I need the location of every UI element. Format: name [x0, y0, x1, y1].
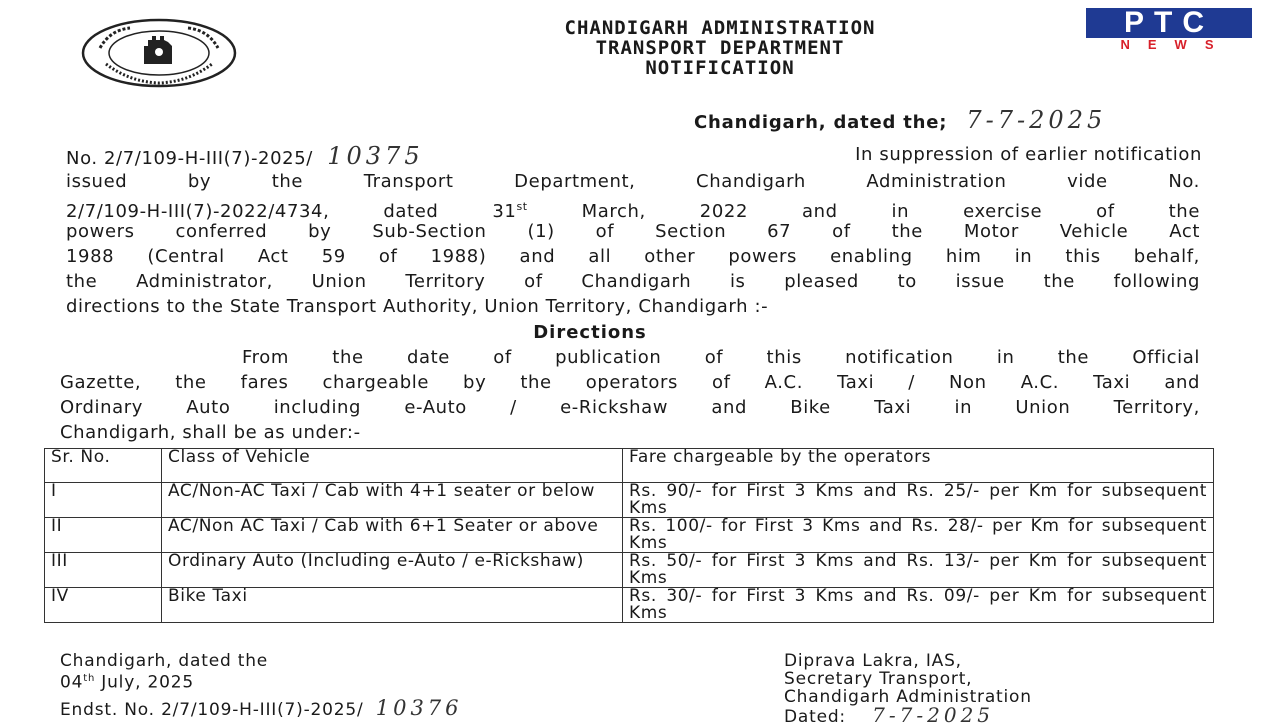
chandigarh-emblem — [80, 18, 238, 88]
header-line-administration: CHANDIGARH ADMINISTRATION — [564, 17, 876, 39]
row-sr: IV — [45, 588, 162, 623]
table-row — [45, 483, 1214, 518]
notification-line-1: issued by the Transport Department, Chandigarh Administration vide No. — [66, 171, 1200, 192]
news-logo-text: NEWS — [1120, 37, 1232, 52]
directions-line-0: From the date of publication of this notification in the Official — [242, 347, 1200, 368]
notification-line-6: directions to the State Transport Authority, Union Territory, Chandigarh :- — [66, 296, 769, 317]
row-fare: Rs. 30/- for First 3 Kms and Rs. 09/- per Km for subsequent Kms — [623, 588, 1214, 623]
signature-dated — [784, 703, 1224, 727]
handwritten-date: 7-7-2025 — [966, 106, 1107, 134]
table-row — [45, 553, 1214, 588]
notification-line-5: the Administrator, Union Territory of Chandigarh is pleased to issue the following — [66, 271, 1200, 292]
notification-line-3: powers conferred by Sub-Section (1) of Section 67 of the Motor Vehicle Act — [66, 221, 1200, 242]
header-fare: Fare chargeable by the operators — [623, 449, 1214, 483]
footer-left — [60, 652, 268, 692]
dated-line — [694, 106, 1274, 134]
table-row — [45, 518, 1214, 553]
table-header-row — [45, 449, 1214, 483]
signature-block — [784, 652, 1224, 726]
header-title — [440, 18, 1000, 78]
header-sr-no: Sr. No. — [45, 449, 162, 483]
endorsement-number: Endst. No. 2/7/109-H-III(7)-2025/ — [60, 700, 364, 720]
fare-table — [44, 448, 1214, 623]
handwritten-signature-date: 7-7-2025 — [872, 703, 995, 727]
footer-place-dated: Chandigarh, dated the — [60, 651, 269, 671]
ptc-news-watermark — [1086, 8, 1252, 52]
row-sr: III — [45, 553, 162, 588]
row-fare: Rs. 100/- for First 3 Kms and Rs. 28/- per Km for subsequent Kms — [623, 518, 1214, 553]
header-line-department: TRANSPORT DEPARTMENT — [595, 37, 845, 59]
signature-dated-label: Dated: — [784, 707, 846, 727]
row-sr: II — [45, 518, 162, 553]
directions-line-2: Ordinary Auto including e-Auto / e-Rickshaw and Bike Taxi in Union Territory, — [60, 397, 1200, 418]
table-row — [45, 588, 1214, 623]
notification-number: No. 2/7/109-H-III(7)-2025/ — [66, 148, 313, 169]
header-line-notification: NOTIFICATION — [645, 57, 795, 79]
directions-line-1: Gazette, the fares chargeable by the operators of A.C. Taxi / Non A.C. Taxi and — [60, 372, 1200, 393]
row-vehicle: Ordinary Auto (Including e-Auto / e-Rickshaw) — [162, 553, 623, 588]
notification-line-4: 1988 (Central Act 59 of 1988) and all other powers enabling him in this behalf, — [66, 246, 1200, 267]
dated-label: Chandigarh, dated the; — [694, 112, 948, 133]
row-vehicle: AC/Non-AC Taxi / Cab with 4+1 seater or below — [162, 483, 623, 518]
signatory-org: Chandigarh Administration — [784, 687, 1032, 707]
row-sr: I — [45, 483, 162, 518]
header-class-of-vehicle: Class of Vehicle — [162, 449, 623, 483]
open-hand-emblem-icon — [80, 18, 238, 88]
row-fare: Rs. 90/- for First 3 Kms and Rs. 25/- per Km for subsequent Kms — [623, 483, 1214, 518]
signatory-name: Diprava Lakra, IAS, — [784, 651, 962, 671]
notification-line-2: 2/7/109-H-III(7)-2022/4734, dated 31st March, 2022 and in exercise of the — [66, 200, 1200, 222]
directions-heading: Directions — [533, 322, 647, 343]
handwritten-notification-number: 10375 — [327, 142, 424, 170]
ptc-logo-text: PTC — [1086, 8, 1252, 38]
row-fare: Rs. 50/- for First 3 Kms and Rs. 13/- per Km for subsequent Kms — [623, 553, 1214, 588]
row-vehicle: Bike Taxi — [162, 588, 623, 623]
handwritten-endorsement-number: 10376 — [375, 696, 463, 720]
endorsement-line — [60, 696, 463, 720]
notification-line-0: In suppression of earlier notification — [855, 144, 1202, 165]
notification-number-line — [66, 142, 1206, 170]
footer-date: 04th July, 2025 — [60, 672, 194, 693]
signatory-title: Secretary Transport, — [784, 669, 973, 689]
directions-line-3: Chandigarh, shall be as under:- — [60, 422, 361, 443]
row-vehicle: AC/Non AC Taxi / Cab with 6+1 Seater or above — [162, 518, 623, 553]
